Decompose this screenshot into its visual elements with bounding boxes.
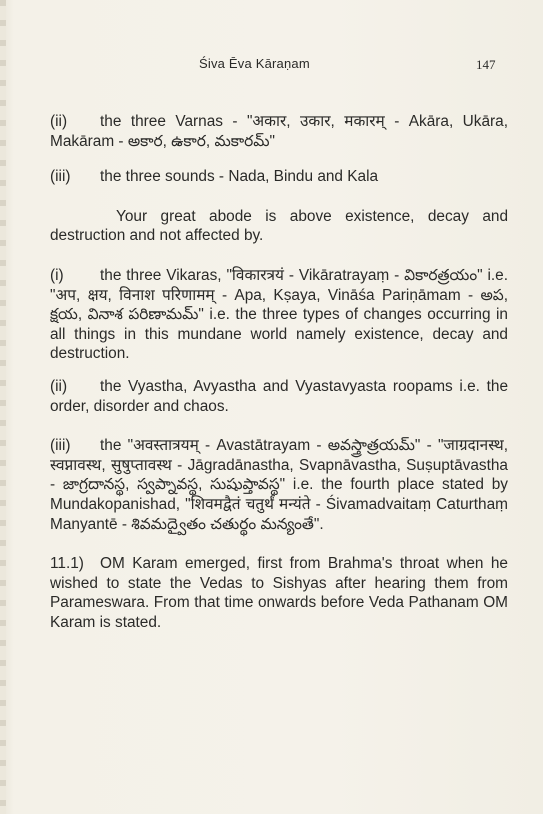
paragraph-text: the three Varnas - "अकार, उकार, मकारम् - Akāra, Ukāra, Makāram - అకార, ఉకార, మకారమ్" — [50, 113, 508, 150]
paragraph-vyastha — [50, 377, 508, 416]
item-number: (iii) — [50, 168, 71, 186]
paragraph-avastatrayam — [50, 436, 508, 534]
paragraph-abode: Your great abode is above existence, decay and destruction and not affected by. — [50, 207, 508, 245]
paragraph-varnas — [50, 112, 508, 151]
paragraph-om-karam — [50, 554, 508, 632]
page-binding-edge — [0, 0, 6, 814]
item-number: (iii) — [50, 437, 71, 455]
item-number: (i) — [50, 266, 64, 284]
page-number: 147 — [476, 57, 496, 72]
page-header — [0, 56, 543, 74]
paragraph-text: OM Karam emerged, first from Brahma's throat when he wished to state the Vedas to Sishyas after hearing them from Parameswara. From that time onwards before Veda Pathanam OM Karam is stated. — [50, 555, 508, 631]
running-head: Śiva Ēva Kāraṇam — [199, 56, 310, 71]
page-body — [50, 112, 508, 652]
item-number: (ii) — [50, 377, 68, 395]
paragraph-text: the three sounds - Nada, Bindu and Kala — [100, 168, 379, 186]
paragraph-text: the "अवस्तात्रयम् - Avastātrayam - అవస్త్రాత్రయమ్" - "जाग्रदानस्थ, स्वप्नावस्थ, सुषुप्तावस्थ - Jāgradānastha, Svapnāvastha, Suṣuptāvastha - జాగ్రదానస్థ, స్వప్నావస్థ, సుషుప్తావస్థ" i.e. the fourth place stated by Mundakopanishad, "शिवमद्वैतं चतुर्थं मन्यंते - Śivamadvaitaṃ Caturthaṃ Manyantē - శివమద్వైతం చతుర్థం మన్యంతే". — [50, 437, 508, 533]
paragraph-sounds — [50, 167, 508, 187]
paragraph-text: the three Vikaras, "विकारत्रयं - Vikāratrayaṃ - వికారత్రయం" i.e. "अप, क्षय, विनाश परिणामम् - Apa, Kṣaya, Vināśa Pariṇāmam - అప, క్షయ, వినాశ పరిణామమ్" i.e. the three types of changes occurring in all things in this mundane world namely existence, decay and destruction. — [50, 266, 508, 363]
paragraph-vikaras — [50, 266, 508, 364]
paragraph-text: the Vyastha, Avyastha and Vyastavyasta roopams i.e. the order, disorder and chaos. — [50, 377, 508, 415]
item-number: 11.1) — [50, 555, 84, 573]
item-number: (ii) — [50, 113, 68, 130]
